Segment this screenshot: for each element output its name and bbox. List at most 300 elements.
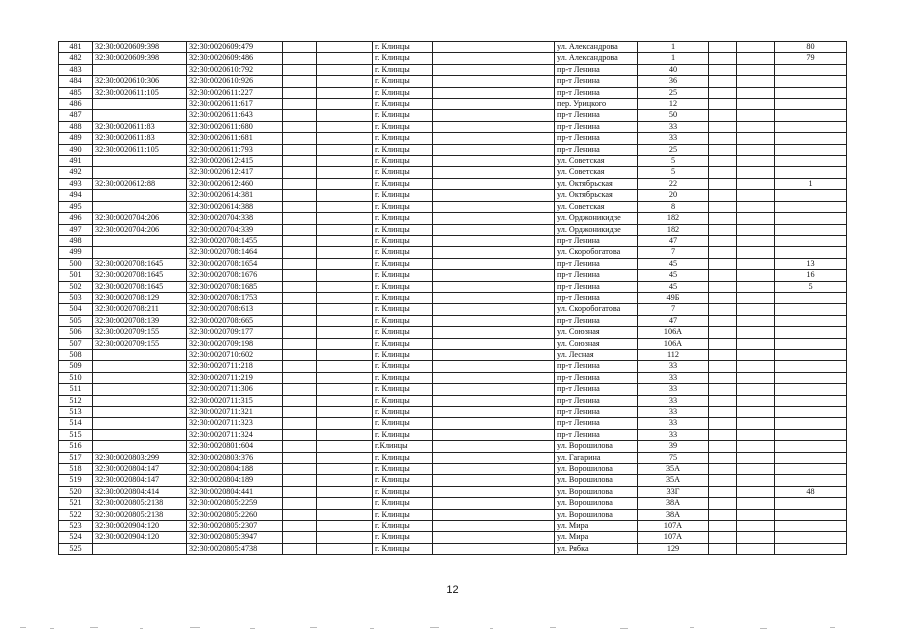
city-cell: г. Клинцы <box>373 64 433 75</box>
table-row <box>59 53 847 64</box>
empty-cell <box>709 76 737 87</box>
empty-cell <box>709 338 737 349</box>
apartment-number-cell <box>775 498 847 509</box>
empty-cell <box>737 372 775 383</box>
row-number-cell: 517 <box>59 452 93 463</box>
street-cell: пр-т Ленина <box>555 121 638 132</box>
empty-cell <box>433 509 555 520</box>
empty-cell <box>709 99 737 110</box>
table-row <box>59 144 847 155</box>
city-cell: г. Клинцы <box>373 315 433 326</box>
cadastral-number-cell: 32:30:0020804:441 <box>187 486 283 497</box>
street-cell: ул. Ворошилова <box>555 486 638 497</box>
empty-cell <box>317 87 373 98</box>
empty-cell <box>433 464 555 475</box>
street-cell: ул. Ворошилова <box>555 498 638 509</box>
apartment-number-cell <box>775 167 847 178</box>
street-cell: пр-т Ленина <box>555 407 638 418</box>
cadastral-number-cell: 32:30:0020612:460 <box>187 178 283 189</box>
street-cell: пр-т Ленина <box>555 87 638 98</box>
table-row <box>59 167 847 178</box>
empty-cell <box>317 384 373 395</box>
street-cell: ул. Октябрьская <box>555 178 638 189</box>
parent-cadastral-number-cell <box>93 99 187 110</box>
house-number-cell: 33Г <box>638 486 709 497</box>
empty-cell <box>737 429 775 440</box>
empty-cell <box>433 475 555 486</box>
empty-cell <box>283 372 317 383</box>
parent-cadastral-number-cell <box>93 64 187 75</box>
table-body <box>59 42 847 555</box>
table-row <box>59 452 847 463</box>
row-number-cell: 483 <box>59 64 93 75</box>
table-row <box>59 64 847 75</box>
empty-cell <box>433 361 555 372</box>
house-number-cell: 40 <box>638 64 709 75</box>
cadastral-number-cell: 32:30:0020805:2260 <box>187 509 283 520</box>
empty-cell <box>433 167 555 178</box>
empty-cell <box>709 224 737 235</box>
empty-cell <box>709 87 737 98</box>
street-cell: пр-т Ленина <box>555 235 638 246</box>
row-number-cell: 497 <box>59 224 93 235</box>
empty-cell <box>283 121 317 132</box>
house-number-cell: 182 <box>638 213 709 224</box>
cadastral-number-cell: 32:30:0020711:324 <box>187 429 283 440</box>
empty-cell <box>737 521 775 532</box>
row-number-cell: 515 <box>59 429 93 440</box>
empty-cell <box>317 498 373 509</box>
street-cell: ул. Скоробогатова <box>555 247 638 258</box>
cadastral-number-cell: 32:30:0020710:602 <box>187 349 283 360</box>
cadastral-number-cell: 32:30:0020611:680 <box>187 121 283 132</box>
table-row <box>59 384 847 395</box>
row-number-cell: 485 <box>59 87 93 98</box>
empty-cell <box>433 258 555 269</box>
empty-cell <box>737 407 775 418</box>
empty-cell <box>433 407 555 418</box>
empty-cell <box>283 190 317 201</box>
row-number-cell: 508 <box>59 349 93 360</box>
apartment-number-cell <box>775 304 847 315</box>
apartment-number-cell <box>775 395 847 406</box>
empty-cell <box>317 178 373 189</box>
empty-cell <box>709 235 737 246</box>
empty-cell <box>433 304 555 315</box>
table-row <box>59 509 847 520</box>
cadastral-number-cell: 32:30:0020805:2259 <box>187 498 283 509</box>
street-cell: пер. Урицкого <box>555 99 638 110</box>
house-number-cell: 22 <box>638 178 709 189</box>
house-number-cell: 107А <box>638 521 709 532</box>
cadastral-number-cell: 32:30:0020708:1455 <box>187 235 283 246</box>
apartment-number-cell <box>775 452 847 463</box>
street-cell: пр-т Ленина <box>555 292 638 303</box>
row-number-cell: 489 <box>59 133 93 144</box>
empty-cell <box>433 76 555 87</box>
house-number-cell: 47 <box>638 235 709 246</box>
empty-cell <box>317 509 373 520</box>
empty-cell <box>709 213 737 224</box>
empty-cell <box>737 144 775 155</box>
parent-cadastral-number-cell: 32:30:0020611:83 <box>93 133 187 144</box>
empty-cell <box>433 543 555 554</box>
house-number-cell: 36 <box>638 76 709 87</box>
apartment-number-cell: 16 <box>775 270 847 281</box>
table-row <box>59 99 847 110</box>
row-number-cell: 493 <box>59 178 93 189</box>
empty-cell <box>317 372 373 383</box>
apartment-number-cell <box>775 235 847 246</box>
empty-cell <box>737 452 775 463</box>
empty-cell <box>433 452 555 463</box>
row-number-cell: 490 <box>59 144 93 155</box>
parent-cadastral-number-cell: 32:30:0020804:147 <box>93 464 187 475</box>
empty-cell <box>317 190 373 201</box>
empty-cell <box>737 87 775 98</box>
empty-cell <box>433 64 555 75</box>
empty-cell <box>709 475 737 486</box>
empty-cell <box>283 327 317 338</box>
apartment-number-cell <box>775 521 847 532</box>
row-number-cell: 525 <box>59 543 93 554</box>
cadastral-number-cell: 32:30:0020801:604 <box>187 441 283 452</box>
row-number-cell: 495 <box>59 201 93 212</box>
city-cell: г. Клинцы <box>373 372 433 383</box>
empty-cell <box>737 110 775 121</box>
cadastral-number-cell: 32:30:0020709:177 <box>187 327 283 338</box>
table-row <box>59 178 847 189</box>
house-number-cell: 182 <box>638 224 709 235</box>
table-row <box>59 521 847 532</box>
empty-cell <box>433 349 555 360</box>
row-number-cell: 506 <box>59 327 93 338</box>
apartment-number-cell <box>775 361 847 372</box>
empty-cell <box>317 292 373 303</box>
cadastral-number-cell: 32:30:0020805:2307 <box>187 521 283 532</box>
parent-cadastral-number-cell: 32:30:0020708:1645 <box>93 258 187 269</box>
parent-cadastral-number-cell: 32:30:0020610:306 <box>93 76 187 87</box>
parent-cadastral-number-cell: 32:30:0020708:139 <box>93 315 187 326</box>
apartment-number-cell <box>775 247 847 258</box>
row-number-cell: 522 <box>59 509 93 520</box>
house-number-cell: 1 <box>638 53 709 64</box>
empty-cell <box>283 167 317 178</box>
cadastral-number-cell: 32:30:0020711:306 <box>187 384 283 395</box>
empty-cell <box>283 475 317 486</box>
parent-cadastral-number-cell: 32:30:0020609:398 <box>93 42 187 53</box>
empty-cell <box>737 258 775 269</box>
apartment-number-cell <box>775 429 847 440</box>
street-cell: ул. Гагарина <box>555 452 638 463</box>
empty-cell <box>317 521 373 532</box>
city-cell: г. Клинцы <box>373 110 433 121</box>
empty-cell <box>737 315 775 326</box>
street-cell: ул. Союзная <box>555 327 638 338</box>
house-number-cell: 45 <box>638 270 709 281</box>
parent-cadastral-number-cell <box>93 441 187 452</box>
empty-cell <box>317 156 373 167</box>
empty-cell <box>737 201 775 212</box>
empty-cell <box>317 99 373 110</box>
parent-cadastral-number-cell: 32:30:0020708:1645 <box>93 281 187 292</box>
apartment-number-cell <box>775 407 847 418</box>
city-cell: г. Клинцы <box>373 224 433 235</box>
empty-cell <box>283 543 317 554</box>
empty-cell <box>737 167 775 178</box>
empty-cell <box>709 395 737 406</box>
street-cell: пр-т Ленина <box>555 429 638 440</box>
empty-cell <box>737 441 775 452</box>
empty-cell <box>709 304 737 315</box>
table-row <box>59 247 847 258</box>
empty-cell <box>433 395 555 406</box>
empty-cell <box>709 384 737 395</box>
apartment-number-cell <box>775 64 847 75</box>
house-number-cell: 112 <box>638 349 709 360</box>
empty-cell <box>283 156 317 167</box>
empty-cell <box>709 201 737 212</box>
empty-cell <box>283 418 317 429</box>
street-cell: пр-т Ленина <box>555 315 638 326</box>
city-cell: г. Клинцы <box>373 247 433 258</box>
row-number-cell: 511 <box>59 384 93 395</box>
apartment-number-cell: 48 <box>775 486 847 497</box>
row-number-cell: 488 <box>59 121 93 132</box>
empty-cell <box>709 144 737 155</box>
apartment-number-cell <box>775 475 847 486</box>
street-cell: пр-т Ленина <box>555 361 638 372</box>
cadastral-number-cell: 32:30:0020804:188 <box>187 464 283 475</box>
city-cell: г. Клинцы <box>373 361 433 372</box>
empty-cell <box>317 76 373 87</box>
empty-cell <box>317 361 373 372</box>
house-number-cell: 33 <box>638 361 709 372</box>
row-number-cell: 516 <box>59 441 93 452</box>
city-cell: г. Клинцы <box>373 338 433 349</box>
cadastral-number-cell: 32:30:0020611:227 <box>187 87 283 98</box>
empty-cell <box>283 315 317 326</box>
house-number-cell: 33 <box>638 133 709 144</box>
city-cell: г. Клинцы <box>373 156 433 167</box>
cadastral-number-cell: 32:30:0020612:415 <box>187 156 283 167</box>
empty-cell <box>737 247 775 258</box>
row-number-cell: 499 <box>59 247 93 258</box>
parent-cadastral-number-cell: 32:30:0020904:120 <box>93 521 187 532</box>
street-cell: ул. Советская <box>555 156 638 167</box>
house-number-cell: 33 <box>638 384 709 395</box>
row-number-cell: 498 <box>59 235 93 246</box>
table-row <box>59 475 847 486</box>
empty-cell <box>709 327 737 338</box>
parent-cadastral-number-cell <box>93 418 187 429</box>
cadastral-number-cell: 32:30:0020609:486 <box>187 53 283 64</box>
table-row <box>59 42 847 53</box>
table-row <box>59 338 847 349</box>
street-cell: ул. Советская <box>555 167 638 178</box>
empty-cell <box>709 486 737 497</box>
city-cell: г. Клинцы <box>373 281 433 292</box>
city-cell: г. Клинцы <box>373 327 433 338</box>
house-number-cell: 25 <box>638 87 709 98</box>
house-number-cell: 75 <box>638 452 709 463</box>
city-cell: г. Клинцы <box>373 87 433 98</box>
registry-table <box>58 41 847 555</box>
parent-cadastral-number-cell: 32:30:0020709:155 <box>93 338 187 349</box>
table-row <box>59 235 847 246</box>
city-cell: г.Клинцы <box>373 441 433 452</box>
row-number-cell: 523 <box>59 521 93 532</box>
empty-cell <box>709 156 737 167</box>
empty-cell <box>283 338 317 349</box>
street-cell: пр-т Ленина <box>555 76 638 87</box>
cadastral-number-cell: 32:30:0020611:793 <box>187 144 283 155</box>
empty-cell <box>433 99 555 110</box>
empty-cell <box>317 201 373 212</box>
apartment-number-cell <box>775 349 847 360</box>
city-cell: г. Клинцы <box>373 384 433 395</box>
house-number-cell: 38А <box>638 498 709 509</box>
cadastral-number-cell: 32:30:0020711:321 <box>187 407 283 418</box>
empty-cell <box>737 509 775 520</box>
city-cell: г. Клинцы <box>373 498 433 509</box>
row-number-cell: 492 <box>59 167 93 178</box>
table-row <box>59 281 847 292</box>
empty-cell <box>317 486 373 497</box>
city-cell: г. Клинцы <box>373 133 433 144</box>
empty-cell <box>737 486 775 497</box>
house-number-cell: 33 <box>638 429 709 440</box>
empty-cell <box>283 292 317 303</box>
empty-cell <box>433 42 555 53</box>
empty-cell <box>433 87 555 98</box>
table-row <box>59 304 847 315</box>
empty-cell <box>283 247 317 258</box>
table-row <box>59 121 847 132</box>
empty-cell <box>709 110 737 121</box>
empty-cell <box>709 372 737 383</box>
street-cell: пр-т Ленина <box>555 384 638 395</box>
empty-cell <box>317 418 373 429</box>
parent-cadastral-number-cell: 32:30:0020612:88 <box>93 178 187 189</box>
empty-cell <box>709 64 737 75</box>
apartment-number-cell: 1 <box>775 178 847 189</box>
table-row <box>59 270 847 281</box>
apartment-number-cell: 79 <box>775 53 847 64</box>
parent-cadastral-number-cell: 32:30:0020805:2138 <box>93 498 187 509</box>
house-number-cell: 5 <box>638 167 709 178</box>
empty-cell <box>433 429 555 440</box>
empty-cell <box>737 235 775 246</box>
empty-cell <box>709 292 737 303</box>
city-cell: г. Клинцы <box>373 121 433 132</box>
house-number-cell: 7 <box>638 304 709 315</box>
empty-cell <box>737 133 775 144</box>
empty-cell <box>709 452 737 463</box>
table-row <box>59 87 847 98</box>
city-cell: г. Клинцы <box>373 475 433 486</box>
empty-cell <box>283 486 317 497</box>
empty-cell <box>317 53 373 64</box>
table-row <box>59 292 847 303</box>
empty-cell <box>737 304 775 315</box>
row-number-cell: 502 <box>59 281 93 292</box>
street-cell: ул. Ворошилова <box>555 475 638 486</box>
empty-cell <box>737 190 775 201</box>
house-number-cell: 129 <box>638 543 709 554</box>
city-cell: г. Клинцы <box>373 53 433 64</box>
street-cell: пр-т Ленина <box>555 110 638 121</box>
apartment-number-cell: 13 <box>775 258 847 269</box>
empty-cell <box>709 543 737 554</box>
table-row <box>59 361 847 372</box>
parent-cadastral-number-cell <box>93 384 187 395</box>
empty-cell <box>737 349 775 360</box>
cadastral-number-cell: 32:30:0020711:218 <box>187 361 283 372</box>
cadastral-number-cell: 32:30:0020614:388 <box>187 201 283 212</box>
empty-cell <box>709 509 737 520</box>
parent-cadastral-number-cell: 32:30:0020803:299 <box>93 452 187 463</box>
empty-cell <box>317 167 373 178</box>
apartment-number-cell <box>775 190 847 201</box>
empty-cell <box>737 224 775 235</box>
parent-cadastral-number-cell <box>93 247 187 258</box>
empty-cell <box>433 190 555 201</box>
empty-cell <box>433 281 555 292</box>
empty-cell <box>709 349 737 360</box>
empty-cell <box>433 418 555 429</box>
cadastral-number-cell: 32:30:0020610:792 <box>187 64 283 75</box>
cadastral-number-cell: 32:30:0020611:617 <box>187 99 283 110</box>
apartment-number-cell <box>775 224 847 235</box>
house-number-cell: 33 <box>638 418 709 429</box>
empty-cell <box>317 144 373 155</box>
cadastral-number-cell: 32:30:0020610:926 <box>187 76 283 87</box>
city-cell: г. Клинцы <box>373 486 433 497</box>
parent-cadastral-number-cell: 32:30:0020709:155 <box>93 327 187 338</box>
apartment-number-cell <box>775 543 847 554</box>
parent-cadastral-number-cell <box>93 110 187 121</box>
empty-cell <box>737 532 775 543</box>
row-number-cell: 520 <box>59 486 93 497</box>
table-row <box>59 464 847 475</box>
parent-cadastral-number-cell <box>93 372 187 383</box>
parent-cadastral-number-cell <box>93 543 187 554</box>
empty-cell <box>737 384 775 395</box>
apartment-number-cell <box>775 509 847 520</box>
street-cell: ул. Мира <box>555 521 638 532</box>
parent-cadastral-number-cell: 32:30:0020708:211 <box>93 304 187 315</box>
street-cell: пр-т Ленина <box>555 281 638 292</box>
empty-cell <box>317 133 373 144</box>
house-number-cell: 47 <box>638 315 709 326</box>
empty-cell <box>433 498 555 509</box>
city-cell: г. Клинцы <box>373 42 433 53</box>
empty-cell <box>283 407 317 418</box>
row-number-cell: 481 <box>59 42 93 53</box>
row-number-cell: 507 <box>59 338 93 349</box>
parent-cadastral-number-cell <box>93 349 187 360</box>
city-cell: г. Клинцы <box>373 464 433 475</box>
table-row <box>59 133 847 144</box>
house-number-cell: 25 <box>638 144 709 155</box>
row-number-cell: 505 <box>59 315 93 326</box>
parent-cadastral-number-cell: 32:30:0020609:398 <box>93 53 187 64</box>
empty-cell <box>283 178 317 189</box>
apartment-number-cell <box>775 315 847 326</box>
empty-cell <box>433 110 555 121</box>
street-cell: пр-т Ленина <box>555 144 638 155</box>
